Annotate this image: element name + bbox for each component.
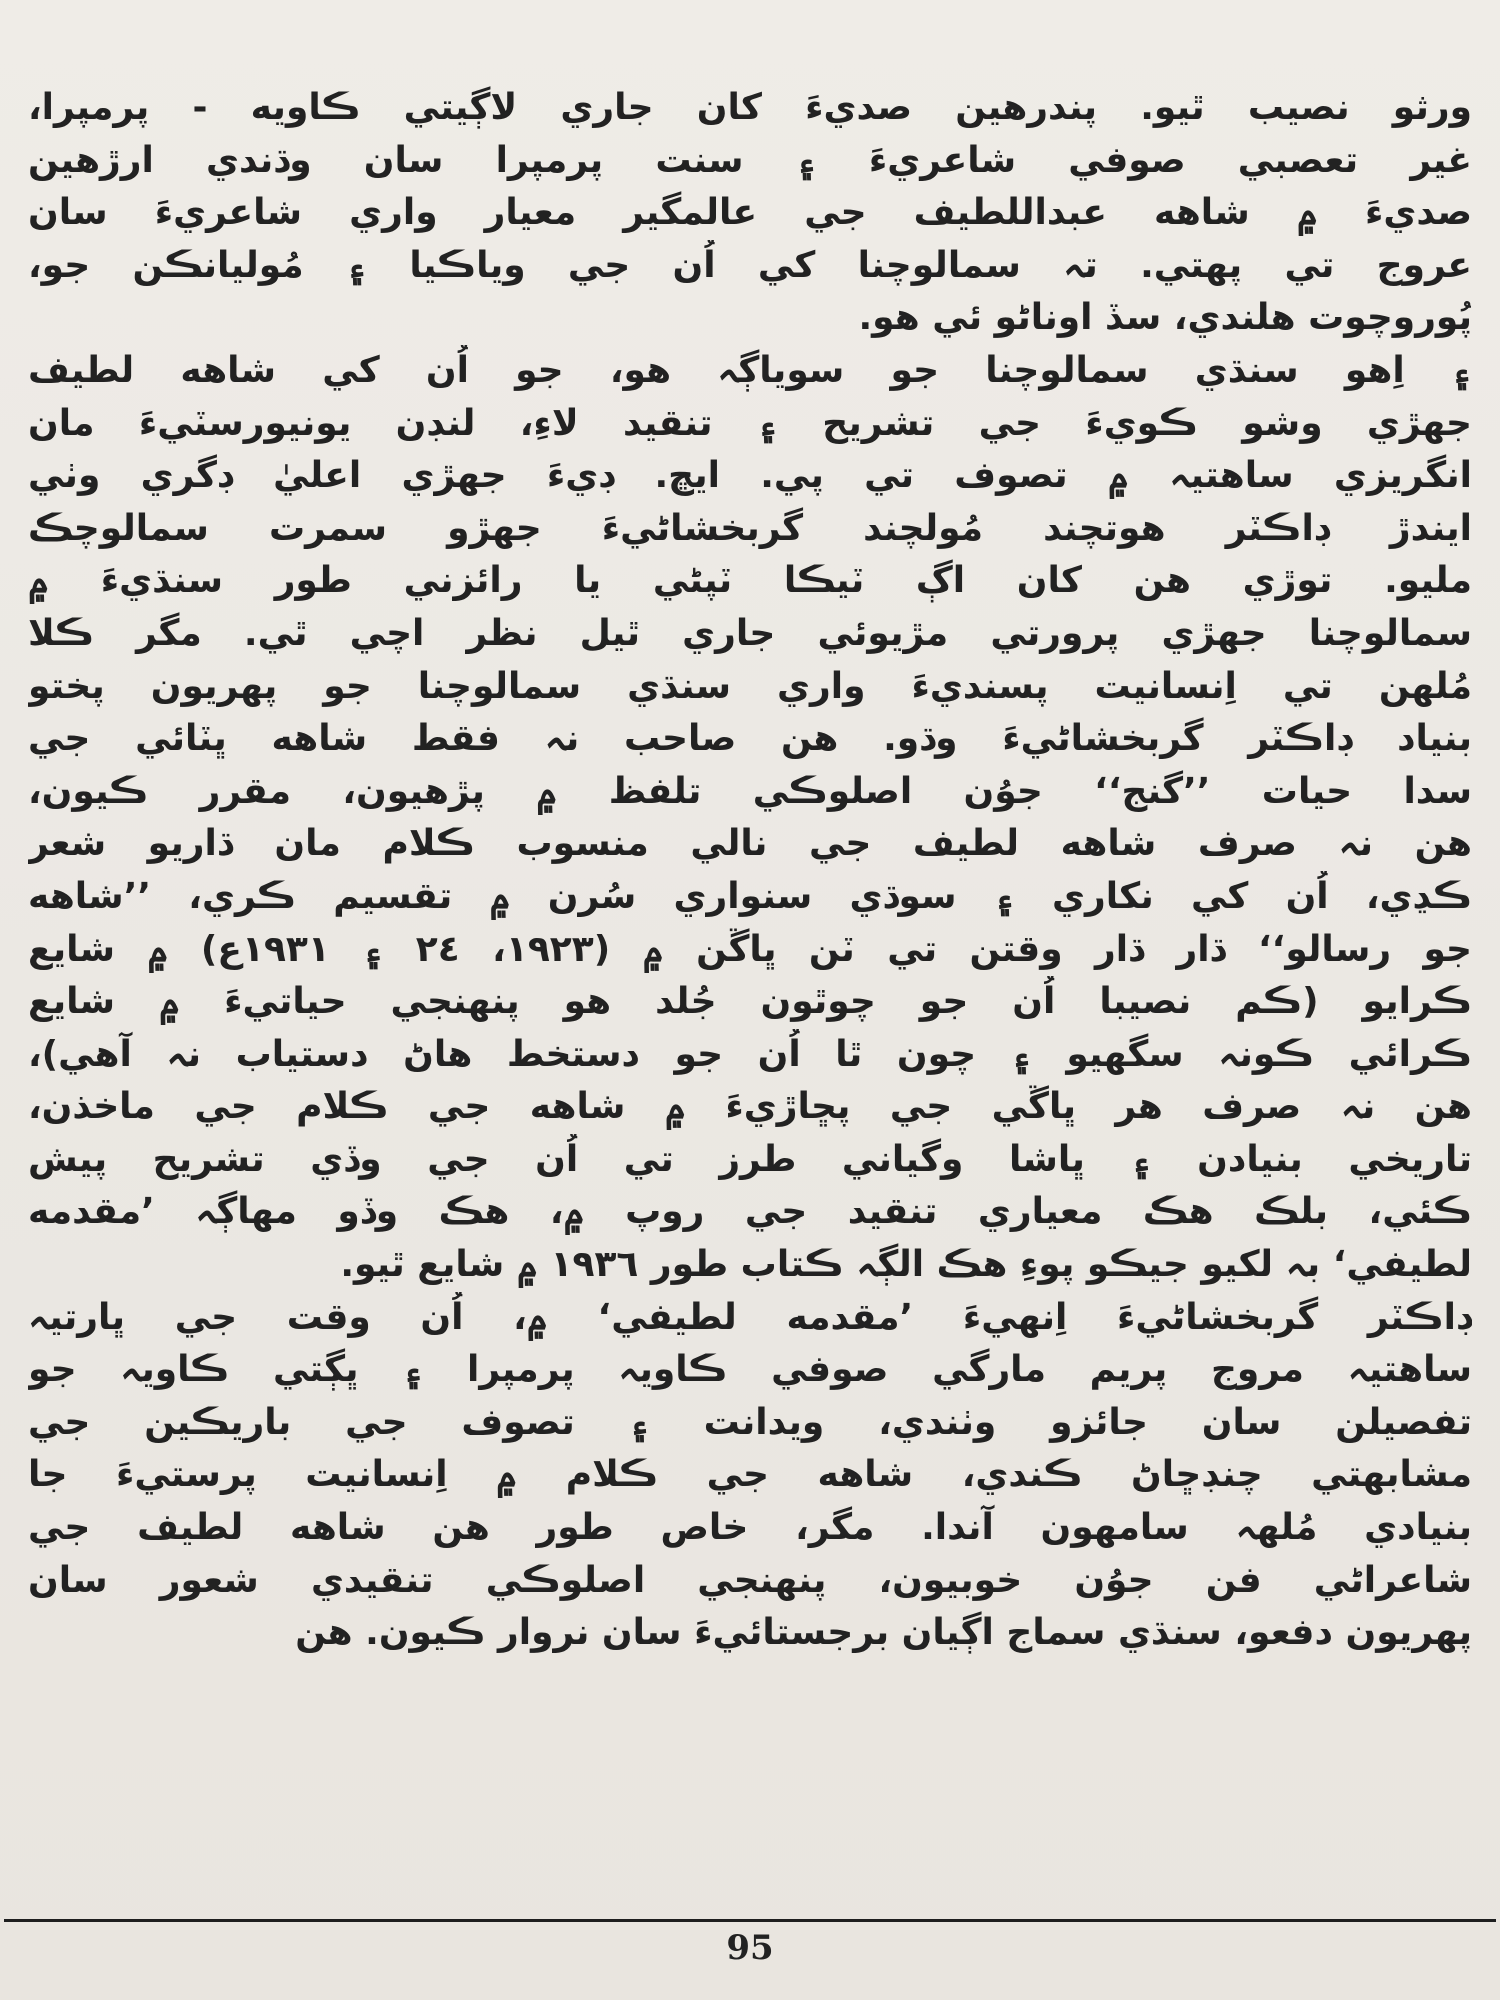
text-line: پُوروچوت هلندي، سڏ اوناڻو ئي هو. bbox=[858, 297, 1472, 339]
text-line: انگريزي ساهتيہ ۾ تصوف تي پي. ايڇ. ڊيءَ جهڙي اعليٰ ڊگري وٺي bbox=[28, 455, 1472, 497]
text-line: جو رسالو‘‘ ڌار ڌار وقتن تي ٽن ڀاڱن ۾ (١٩٢٣، ٢٤ ۽ ١٩٣١ع) ۾ شايع bbox=[28, 928, 1472, 970]
text-line: مُلهن تي اِنسانيت پسنديءَ واري سنڌي سمالوچنا جو پهريون پختو bbox=[28, 665, 1472, 707]
text-line: ڪرايو (ڪم نصيبا اُن جو چوٿون جُلد هو پنهنجي حياتيءَ ۾ شايع bbox=[28, 981, 1472, 1023]
text-line: پهريون دفعو، سنڌي سماج اڳيان برجستائيءَ سان نروار ڪيون. هن bbox=[295, 1612, 1472, 1654]
text-line: هن نہ صرف هر ڀاڱي جي پڇاڙيءَ ۾ شاهه جي ڪلام جي ماخذن، bbox=[28, 1086, 1472, 1128]
body-text bbox=[28, 82, 1472, 1660]
footer-divider bbox=[4, 1919, 1496, 1922]
text-line: تاريخي بنيادن ۽ ڀاشا وگياني طرز تي اُن جي وڏي تشريح پيش bbox=[28, 1138, 1472, 1180]
text-line: سمالوچنا جهڙي پرورتي مڙيوئي جاري ٿيل نظر اچي ٿي. مگر ڪلا bbox=[28, 612, 1472, 654]
text-line: ۽ اِهو سنڌي سمالوچنا جو سوياڳہ هو، جو اُن کي شاهه لطيف bbox=[28, 349, 1472, 391]
text-line: ورثو نصيب ٿيو. پندرهين صديءَ کان جاري لاڳيتي ڪاويه - پرمپرا، bbox=[28, 87, 1472, 128]
text-line: سدا حيات ’’گنج‘‘ جوُن اصلوڪي تلفظ ۾ پڙهيون، مقرر ڪيون، bbox=[28, 770, 1472, 812]
text-line: ڪرائي ڪونہ سگهيو ۽ چون ٿا اُن جو دستخط هاڻ دستياب نہ آهي)، bbox=[28, 1033, 1472, 1075]
text-line: بنياد ڊاڪٽر گربخشاڻيءَ وڌو. هن صاحب نہ فقط شاهه ڀٽائي جي bbox=[28, 718, 1472, 760]
text-line: مليو. توڙي هن کان اڳ ٽيڪا ٽپڻي يا رائزني طور سنڌيءَ ۾ bbox=[28, 560, 1472, 602]
text-line: ڪئي، بلڪ هڪ معياري تنقيد جي روپ ۾، هڪ وڏو مهاڳہ ’مقدمه bbox=[28, 1191, 1472, 1233]
text-line: ساهتيہ مروج پريم مارگي صوفي ڪاويہ پرمپرا ۽ ڀڳتي ڪاويہ جو bbox=[28, 1349, 1472, 1391]
text-line: ڪڍي، اُن کي نکاري ۽ سوڌي سنواري سُرن ۾ تقسيم ڪري، ’’شاهه bbox=[28, 875, 1472, 917]
text-line: بنيادي مُلهہ سامهون آندا. مگر، خاص طور هن شاهه لطيف جي bbox=[28, 1507, 1472, 1549]
text-line: صديءَ ۾ شاهه عبداللطيف جي عالمگير معيار واري شاعريءَ سان bbox=[28, 192, 1472, 234]
text-line: ڊاڪٽر گربخشاڻيءَ اِنهيءَ ’مقدمه لطيفي‘ ۾، اُن وقت جي ڀارتيہ bbox=[28, 1296, 1472, 1338]
text-line: تفصيلن سان جائزو وٺندي، ويدانت ۽ تصوف جي باريڪين جي bbox=[28, 1401, 1472, 1443]
page-number: 95 bbox=[726, 1928, 774, 1968]
text-line: غير تعصبي صوفي شاعريءَ ۽ سنت پرمپرا سان وڌندي ارڙهين bbox=[28, 139, 1472, 181]
text-line: هن نہ صرف شاهه لطيف جي نالي منسوب ڪلام مان ڌاريو شعر bbox=[28, 823, 1472, 865]
text-line: جهڙي وشو ڪويءَ جي تشريح ۽ تنقيد لاءِ، لنڊن يونيورسٽيءَ مان bbox=[28, 402, 1472, 444]
text-line: شاعراڻي فن جوُن خوبيون، پنهنجي اصلوڪي تنقيدي شعور سان bbox=[28, 1559, 1472, 1601]
text-line: مشابهتي چنڊڇاڻ ڪندي، شاهه جي ڪلام ۾ اِنسانيت پرستيءَ جا bbox=[28, 1454, 1472, 1496]
text-line: لطيفي‘ بہ لکيو جيڪو پوءِ هڪ الڳہ ڪتاب طور ١٩٣٦ ۾ شايع ٿيو. bbox=[340, 1244, 1472, 1286]
text-line: عروج تي پهتي. تہ سمالوچنا کي اُن جي وياڪيا ۽ مُوليانڪن جو، bbox=[28, 244, 1472, 286]
text-line: ايندڙ ڊاڪٽر هوتچند مُولچند گربخشاڻيءَ جهڙو سمرت سمالوچڪ bbox=[28, 507, 1472, 549]
